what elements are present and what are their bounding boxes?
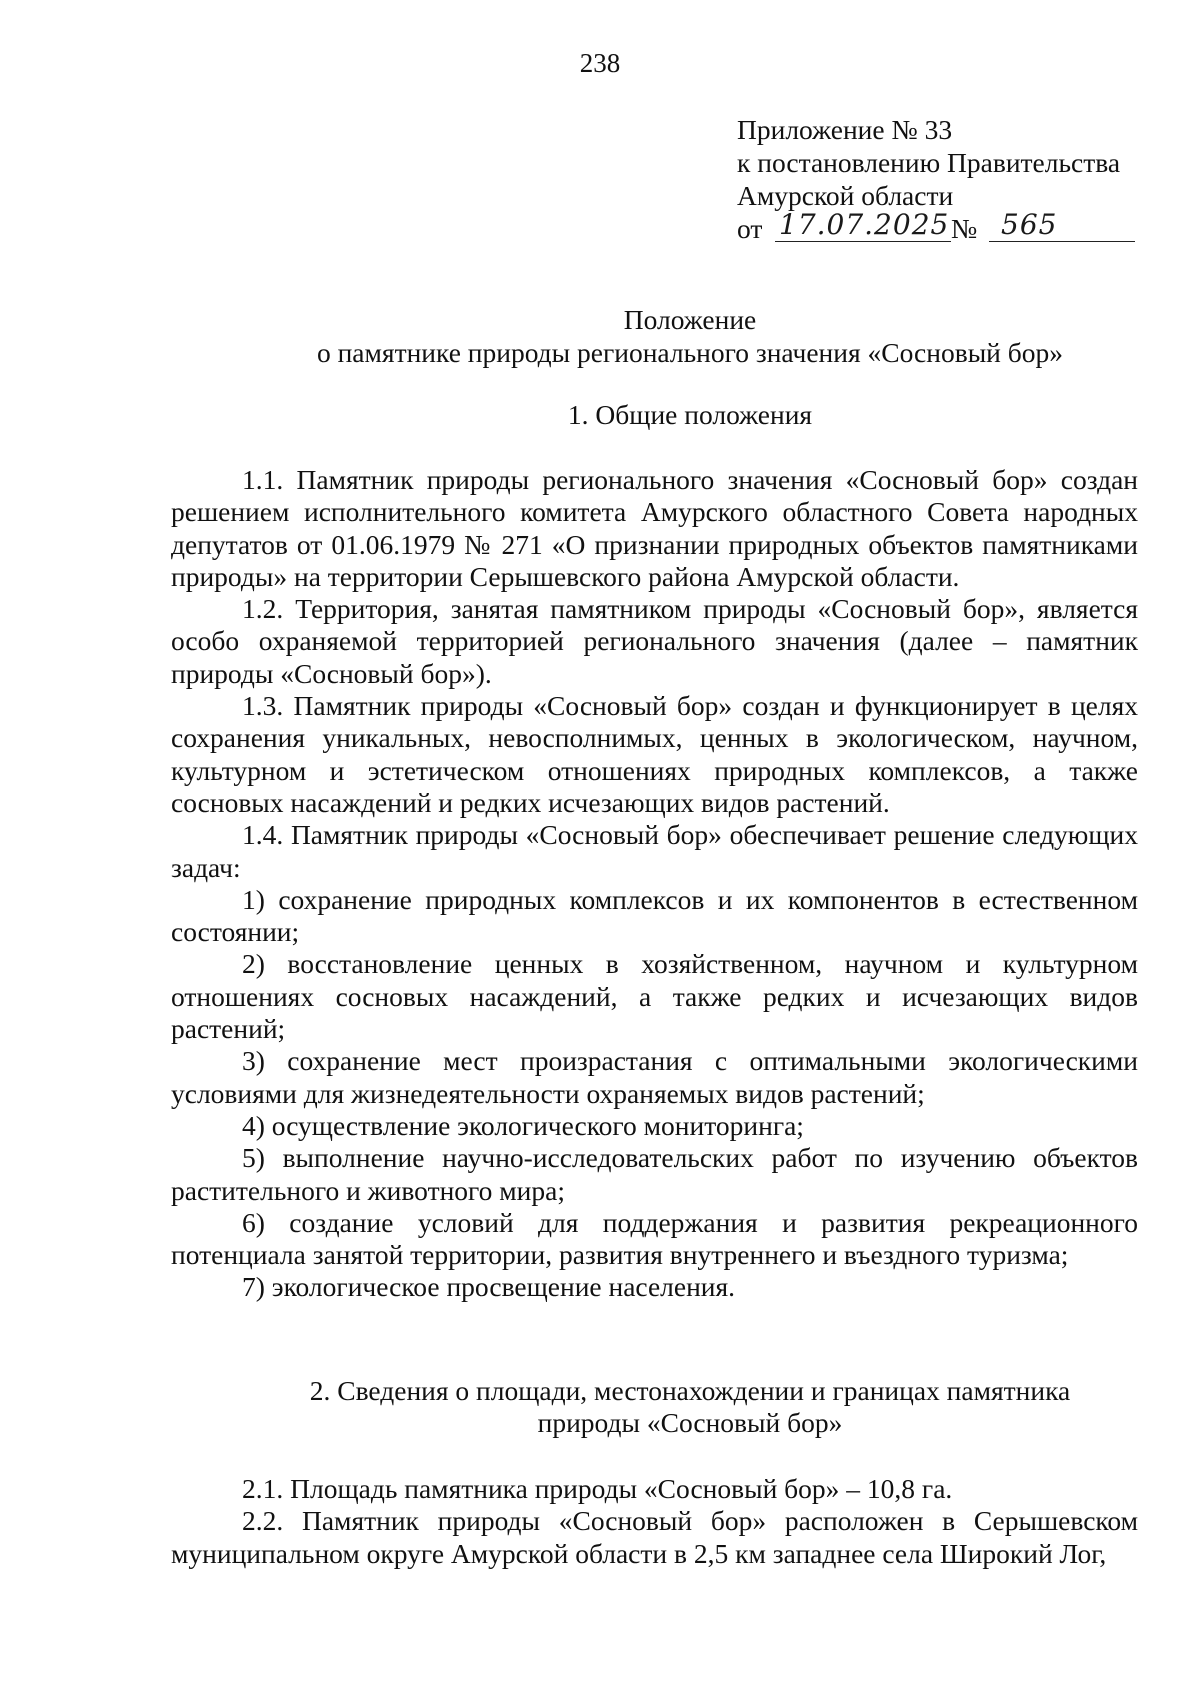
appendix-line-2: к постановлению Правительства — [737, 147, 1121, 178]
paragraph-2-1: 2.1. Площадь памятника природы «Сосновый бор» – 10,8 га. — [242, 1473, 953, 1504]
number-prefix: № — [951, 213, 978, 244]
handwritten-number: 565 — [1001, 208, 1058, 241]
task-item-1: 1) сохранение природных комплексов и их компонентов в естественном состоянии; — [171, 883, 1138, 948]
section-2-heading-line-2: природы «Сосновый бор» — [537, 1407, 843, 1438]
task-item-7: 7) экологическое просвещение населения. — [242, 1271, 736, 1303]
date-prefix: от — [737, 213, 763, 244]
paragraph-1-4: 1.4. Памятник природы «Сосновый бор» обеспечивает решение следующих задач: — [171, 819, 1138, 883]
title-line-1: Положение — [623, 304, 757, 335]
handwritten-date: 17.07.2025 — [779, 208, 950, 241]
section-1-heading: 1. Общие положения — [567, 399, 813, 430]
section-2-heading-line-1: 2. Сведения о площади, местонахождении и границах памятника — [309, 1375, 1071, 1406]
paragraph-1-1: 1.1. Памятник природы регионального значения «Сосновый бор» создан решением исполнительного комитета Амурского областного Совета народных депутатов от 01.06.1979 № 271 «О признании природных объектов памятниками природы» на территории Серышевского района Амурской области. — [171, 464, 1138, 592]
title-line-2: о памятнике природы регионального значения «Сосновый бор» — [316, 337, 1064, 368]
appendix-block — [737, 113, 1167, 245]
document-title — [170, 303, 1200, 369]
paragraph-1-3: 1.3. Памятник природы «Сосновый бор» создан и функционирует в целях сохранения уникальных, невосполнимых, ценных в экологическом, научном, культурном и эстетическом отношениях природных комплексов, а также сосновых насаждений и редких исчезающих видов растений. — [171, 690, 1138, 818]
paragraph-1-2: 1.2. Территория, занятая памятником природы «Сосновый бор», является особо охраняемой территорией регионального значения (далее – памятник природы «Сосновый бор»). — [171, 593, 1138, 689]
section-2-body — [171, 1473, 1138, 1570]
appendix-line-1: Приложение № 33 — [737, 114, 953, 145]
section-1-body — [171, 464, 1138, 1304]
appendix-line-3: Амурской области — [737, 180, 954, 211]
paragraph-2-2: 2.2. Памятник природы «Сосновый бор» расположен в Серышевском муниципальном округе Амурской области в 2,5 км западнее села Широкий Лог, — [171, 1505, 1138, 1569]
number-underline — [989, 241, 1135, 242]
section-2-heading — [170, 1375, 1200, 1439]
task-item-6: 6) создание условий для поддержания и развития рекреационного потенциала занятой территории, развития внутреннего и въездного туризма; — [171, 1206, 1138, 1271]
task-item-3: 3) сохранение мест произрастания с оптимальными экологическими условиями для жизнедеятельности охраняемых видов растений; — [171, 1045, 1138, 1109]
date-underline — [775, 241, 951, 242]
task-item-4: 4) осуществление экологического мониторинга; — [242, 1109, 804, 1141]
task-item-2: 2) восстановление ценных в хозяйственном, научном и культурном отношениях сосновых насаждений, а также редких и исчезающих видов растений; — [171, 948, 1138, 1045]
appendix-date-line — [737, 208, 1167, 245]
page-number: 238 — [579, 48, 621, 78]
task-item-5: 5) выполнение научно-исследовательских работ по изучению объектов растительного и животного мира; — [171, 1142, 1138, 1206]
